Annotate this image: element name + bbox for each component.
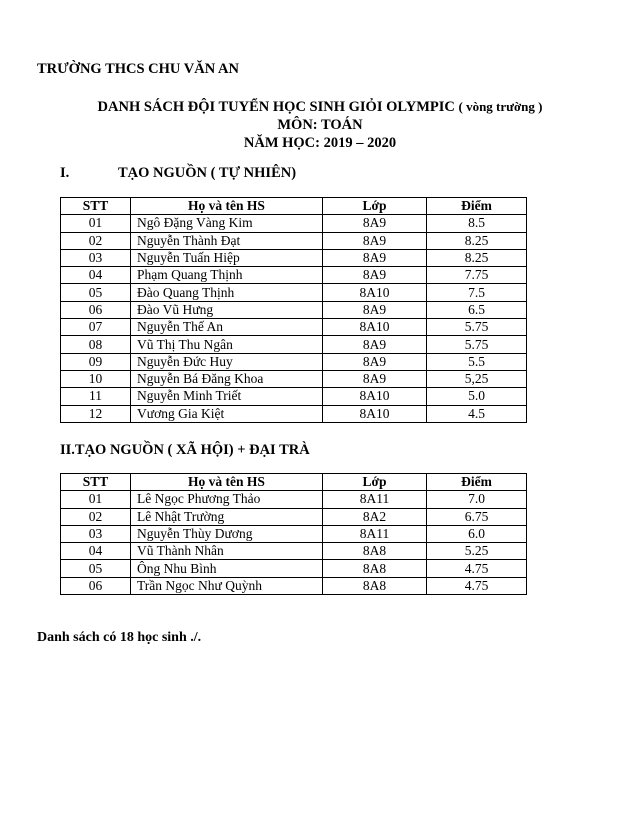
class-cell: 8A9 <box>323 353 427 370</box>
table-row <box>61 232 527 249</box>
section-1-number: I. <box>60 165 70 181</box>
column-header: Họ và tên HS <box>131 474 323 491</box>
table-body <box>61 491 527 595</box>
name-cell: Vũ Thị Thu Ngân <box>131 336 323 353</box>
score-cell: 4.5 <box>427 405 527 422</box>
table-body <box>61 215 527 423</box>
table-row <box>61 267 527 284</box>
table-row <box>61 336 527 353</box>
column-header: STT <box>61 474 131 491</box>
name-cell: Lê Nhật Trường <box>131 508 323 525</box>
column-header: Điểm <box>427 198 527 215</box>
stt-cell: 10 <box>61 370 131 387</box>
name-cell: Ông Nhu Bình <box>131 560 323 577</box>
stt-cell: 12 <box>61 405 131 422</box>
table-header-row <box>61 474 527 491</box>
stt-cell: 04 <box>61 543 131 560</box>
table-row <box>61 215 527 232</box>
class-cell: 8A8 <box>323 560 427 577</box>
name-cell: Đào Vũ Hưng <box>131 301 323 318</box>
score-cell: 4.75 <box>427 577 527 594</box>
score-cell: 5.25 <box>427 543 527 560</box>
stt-cell: 01 <box>61 491 131 508</box>
score-cell: 4.75 <box>427 560 527 577</box>
name-cell: Đào Quang Thịnh <box>131 284 323 301</box>
stt-cell: 01 <box>61 215 131 232</box>
section-1-title: TẠO NGUỒN ( TỰ NHIÊN) <box>118 165 297 181</box>
column-header: Lớp <box>323 474 427 491</box>
class-cell: 8A10 <box>323 319 427 336</box>
score-cell: 6.5 <box>427 301 527 318</box>
stt-cell: 02 <box>61 232 131 249</box>
score-cell: 7.0 <box>427 491 527 508</box>
table-row <box>61 319 527 336</box>
table-row <box>61 577 527 594</box>
document-title <box>0 99 640 116</box>
name-cell: Nguyễn Tuấn Hiệp <box>131 249 323 266</box>
name-cell: Phạm Quang Thịnh <box>131 267 323 284</box>
column-header: Lớp <box>323 198 427 215</box>
column-header: Họ và tên HS <box>131 198 323 215</box>
score-cell: 8.25 <box>427 232 527 249</box>
subject-line: MÔN: TOÁN <box>277 117 363 133</box>
class-cell: 8A2 <box>323 508 427 525</box>
section-2-heading: II.TẠO NGUỒN ( XÃ HỘI) + ĐẠI TRÀ <box>60 442 310 458</box>
score-cell: 6.75 <box>427 508 527 525</box>
class-cell: 8A10 <box>323 405 427 422</box>
title-main: DANH SÁCH ĐỘI TUYỂN HỌC SINH GIỎI OLYMPIC <box>97 99 455 115</box>
table-row <box>61 525 527 542</box>
table-row <box>61 249 527 266</box>
class-cell: 8A9 <box>323 249 427 266</box>
name-cell: Nguyễn Thành Đạt <box>131 232 323 249</box>
table-row <box>61 353 527 370</box>
table-row <box>61 508 527 525</box>
score-cell: 5,25 <box>427 370 527 387</box>
stt-cell: 05 <box>61 284 131 301</box>
score-cell: 5.0 <box>427 388 527 405</box>
score-cell: 8.5 <box>427 215 527 232</box>
score-cell: 5.75 <box>427 319 527 336</box>
name-cell: Trần Ngọc Như Quỳnh <box>131 577 323 594</box>
class-cell: 8A9 <box>323 215 427 232</box>
table-row <box>61 284 527 301</box>
class-cell: 8A9 <box>323 267 427 284</box>
class-cell: 8A9 <box>323 301 427 318</box>
name-cell: Lê Ngọc Phương Thảo <box>131 491 323 508</box>
column-header: STT <box>61 198 131 215</box>
stt-cell: 06 <box>61 577 131 594</box>
school-year: NĂM HỌC: 2019 – 2020 <box>243 135 397 151</box>
table-row <box>61 370 527 387</box>
name-cell: Nguyễn Bá Đăng Khoa <box>131 370 323 387</box>
stt-cell: 05 <box>61 560 131 577</box>
name-cell: Vũ Thành Nhân <box>131 543 323 560</box>
column-header: Điểm <box>427 474 527 491</box>
score-cell: 7.5 <box>427 284 527 301</box>
class-cell: 8A9 <box>323 336 427 353</box>
stt-cell: 02 <box>61 508 131 525</box>
class-cell: 8A10 <box>323 284 427 301</box>
summary-text: Danh sách có 18 học sinh ./. <box>37 630 202 645</box>
student-table-social <box>60 473 527 595</box>
table-row <box>61 405 527 422</box>
class-cell: 8A8 <box>323 577 427 594</box>
table-row <box>61 491 527 508</box>
score-cell: 5.75 <box>427 336 527 353</box>
name-cell: Nguyễn Thế An <box>131 319 323 336</box>
class-cell: 8A9 <box>323 232 427 249</box>
class-cell: 8A9 <box>323 370 427 387</box>
table-row <box>61 543 527 560</box>
score-cell: 5.5 <box>427 353 527 370</box>
section-1-heading <box>60 165 296 182</box>
score-cell: 6.0 <box>427 525 527 542</box>
title-sub: ( vòng trường ) <box>458 99 543 114</box>
stt-cell: 04 <box>61 267 131 284</box>
stt-cell: 08 <box>61 336 131 353</box>
stt-cell: 09 <box>61 353 131 370</box>
score-cell: 7.75 <box>427 267 527 284</box>
stt-cell: 11 <box>61 388 131 405</box>
table-header-row <box>61 198 527 215</box>
name-cell: Ngô Đặng Vàng Kim <box>131 215 323 232</box>
class-cell: 8A8 <box>323 543 427 560</box>
school-name: TRƯỜNG THCS CHU VĂN AN <box>37 61 239 77</box>
score-cell: 8.25 <box>427 249 527 266</box>
class-cell: 8A11 <box>323 491 427 508</box>
stt-cell: 07 <box>61 319 131 336</box>
name-cell: Nguyễn Minh Triết <box>131 388 323 405</box>
stt-cell: 03 <box>61 525 131 542</box>
student-table-natural <box>60 197 527 423</box>
stt-cell: 06 <box>61 301 131 318</box>
class-cell: 8A10 <box>323 388 427 405</box>
table-row <box>61 560 527 577</box>
name-cell: Nguyễn Đức Huy <box>131 353 323 370</box>
name-cell: Vương Gia Kiệt <box>131 405 323 422</box>
name-cell: Nguyễn Thùy Dương <box>131 525 323 542</box>
stt-cell: 03 <box>61 249 131 266</box>
table-row <box>61 301 527 318</box>
table-row <box>61 388 527 405</box>
class-cell: 8A11 <box>323 525 427 542</box>
